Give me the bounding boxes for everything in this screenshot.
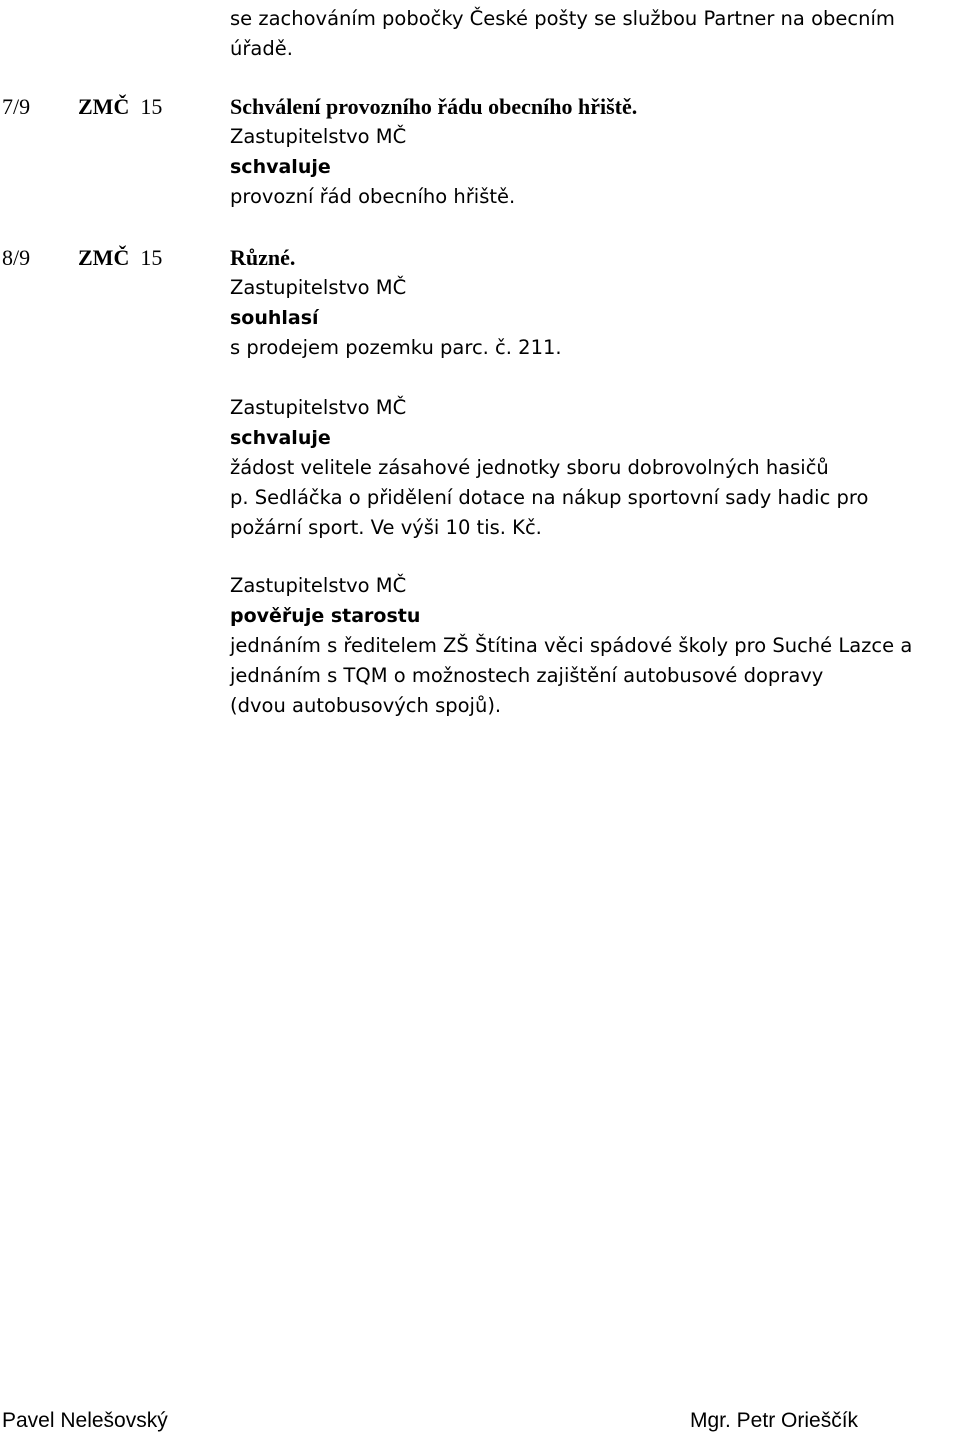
item-8-block-3-line-1: jednáním s ředitelem ZŠ Štítina věci spádové školy pro Suché Lazce a (230, 634, 913, 657)
item-7-title: Schválení provozního řádu obecního hřiště. (230, 94, 638, 119)
item-7-content (230, 92, 960, 212)
item-8-block-1-verb: souhlasí (230, 307, 319, 329)
item-8-block-1-line-1: s prodejem pozemku parc. č. 211. (230, 336, 562, 359)
item-7-code-number: 15 (140, 94, 163, 119)
item-7-verb: schvaluje (230, 156, 331, 178)
item-8-code-label: ZMČ (78, 245, 130, 270)
item-8-content (230, 243, 960, 363)
item-8-block-3-line-3: (dvou autobusových spojů). (230, 694, 502, 717)
item-8-code (78, 243, 162, 273)
item-8-number: 8/9 (2, 245, 31, 270)
item-8-block-1-body: Zastupitelstvo MČ (230, 276, 407, 299)
item-7-code (78, 92, 162, 122)
intro-paragraph (230, 4, 960, 64)
signature-left: Pavel Nelešovský (2, 1409, 168, 1432)
intro-line-2: úřadě. (230, 37, 293, 60)
intro-line-1: se zachováním pobočky České pošty se službou Partner na obecním (230, 7, 895, 30)
item-8-block-2-body: Zastupitelstvo MČ (230, 396, 407, 419)
item-8-block-2-line-1: žádost velitele zásahové jednotky sboru dobrovolných hasičů (230, 456, 829, 479)
item-8-block-3-body: Zastupitelstvo MČ (230, 574, 407, 597)
item-8-block-2-verb: schvaluje (230, 427, 331, 449)
item-8-code-number: 15 (140, 245, 163, 270)
item-7-text: provozní řád obecního hřiště. (230, 185, 516, 208)
item-7-code-label: ZMČ (78, 94, 130, 119)
signature-right: Mgr. Petr Orieščík (690, 1409, 859, 1432)
item-7-body: Zastupitelstvo MČ (230, 125, 407, 148)
item-8-block-2 (230, 393, 960, 543)
item-8-block-2-line-3: požární sport. Ve výši 10 tis. Kč. (230, 516, 542, 539)
item-8-block-3-verb: pověřuje starostu (230, 605, 421, 627)
item-8-block-2-line-2: p. Sedláčka o přidělení dotace na nákup sportovní sady hadic pro (230, 486, 869, 509)
item-8-title: Různé. (230, 245, 296, 270)
item-8-block-3 (230, 571, 960, 721)
item-8-block-3-line-2: jednáním s TQM o možnostech zajištění autobusové dopravy (230, 664, 824, 687)
item-7-number: 7/9 (2, 94, 31, 119)
